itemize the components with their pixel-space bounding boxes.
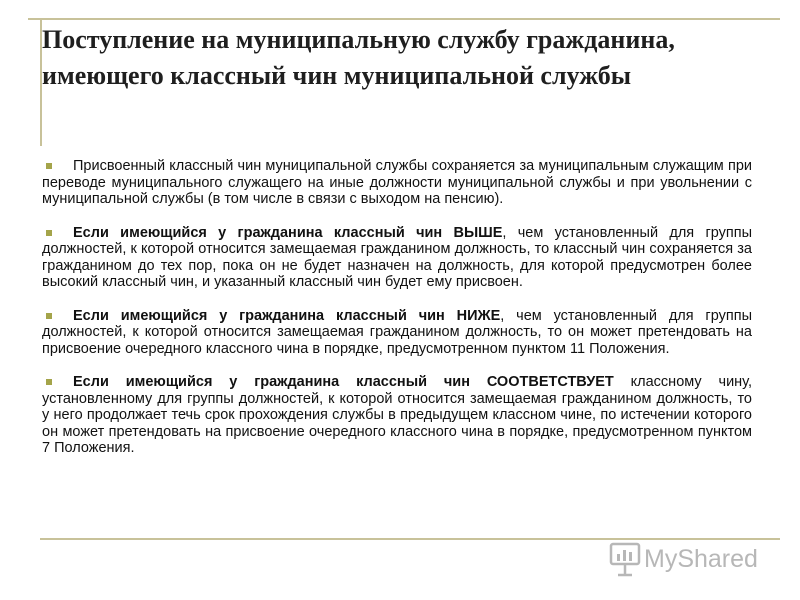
bullet-paragraph-3 — [42, 308, 752, 358]
paragraph-text: классному чину, установленному для группы должностей, к которой относится замещаемая гражданином должность, то у него продолжает течь срок прохождения службы в предыдущем классном чине, по истечении которого он может претендовать на присвоение очередного классного чина в порядке, предусмотренном пунктом 7 Положения. — [42, 374, 752, 456]
paragraph-bold-lead: Если имеющийся у гражданина классный чин НИЖЕ — [73, 307, 501, 324]
presentation-board-icon — [608, 540, 642, 578]
paragraph-text: , чем установленный для группы должностей, к которой относится замещаемая гражданином должность, то классный чин сохраняется за гражданином до тех пор, пока он не будет назначен на должность, для которой предусмотрен более высокий классный чин, и указанный классный чин будет ему присвоен. — [42, 224, 753, 290]
bullet-marker — [46, 163, 52, 169]
paragraph-bold-lead: Если имеющийся у гражданина классный чин ВЫШЕ — [73, 224, 503, 241]
slide-title: Поступление на муниципальную службу гражданина, имеющего классный чин муниципальной службы — [42, 25, 675, 90]
watermark-logo — [606, 540, 766, 580]
bullet-paragraph-1 — [42, 158, 752, 208]
bullet-marker — [46, 379, 52, 385]
bullet-paragraph-2 — [42, 225, 752, 291]
bullet-marker — [46, 230, 52, 236]
paragraph-text: , чем установленный для группы должностей, к которой относится замещаемая гражданином должность, то он может претендовать на присвоение очередного классного чина в порядке, предусмотренном пунктом 11 Положения. — [42, 307, 752, 357]
paragraph-bold-lead: Если имеющийся у гражданина классный чин СООТВЕТСТВУЕТ — [73, 374, 614, 390]
slide-body — [42, 158, 752, 474]
bullet-marker — [46, 313, 52, 319]
paragraph-text: Присвоенный классный чин муниципальной службы сохраняется за муниципальным служащим при переводе муниципального служащего на иные должности муниципальной службы и при увольнении с муниципальной службы (в том числе в связи с выходом на пенсию). — [42, 158, 752, 207]
watermark-text: MyShared — [644, 545, 758, 573]
top-rule — [28, 18, 780, 20]
bullet-paragraph-4 — [42, 374, 752, 457]
